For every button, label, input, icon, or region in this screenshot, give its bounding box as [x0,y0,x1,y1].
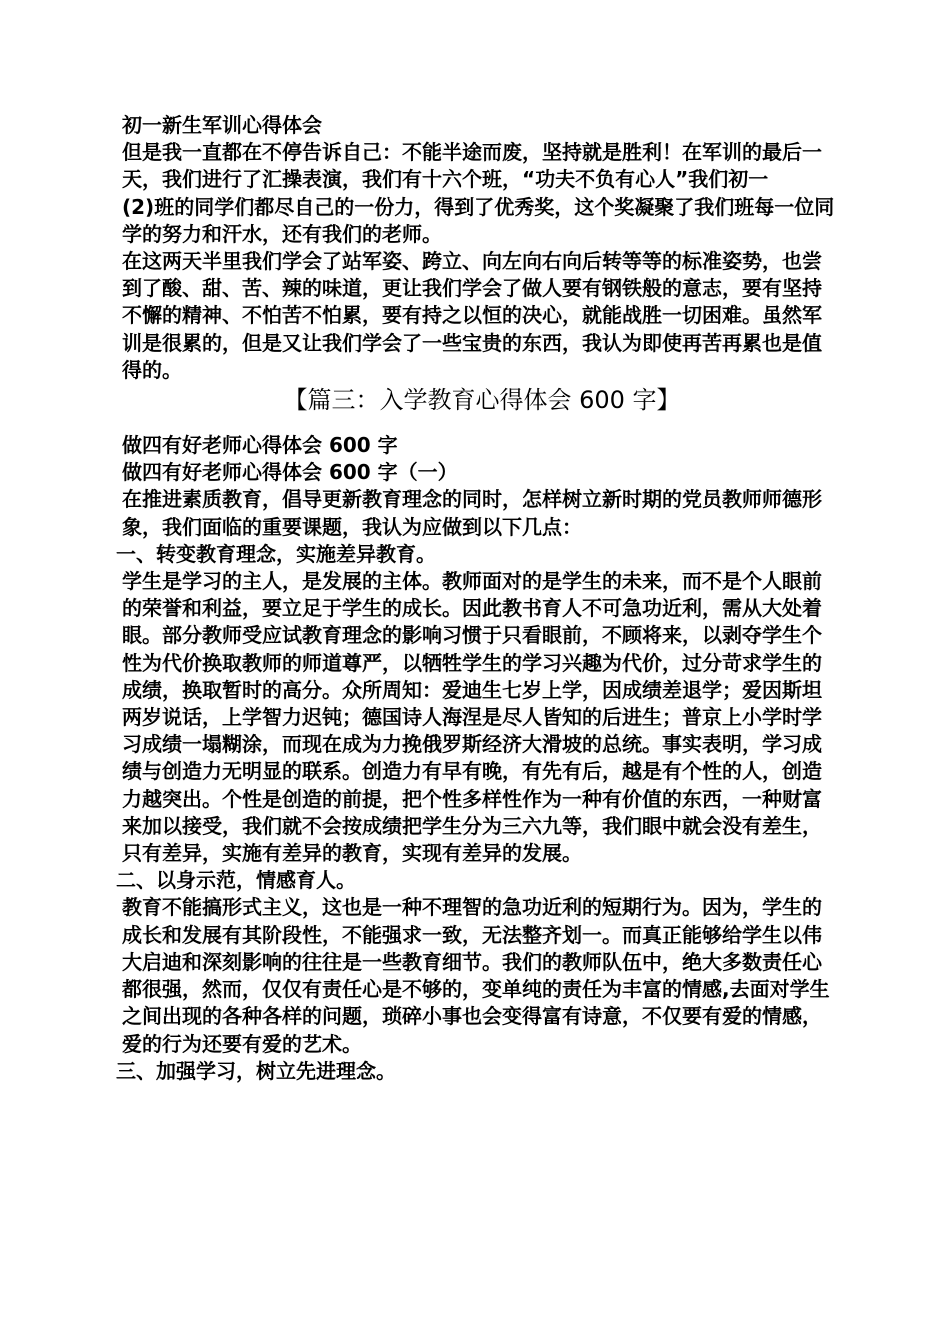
document-page [116,112,840,1085]
section-heading: 【篇三：入学教育心得体会 600 字】 [283,386,681,415]
paragraph: 教育不能搞形式主义，这也是一种不理智的急功近利的短期行为。因为，学生的成长和发展有其阶段性，不能强求一致，无法整齐划一。而真正能够给学生以伟大启迪和深刻影响的往往是一些教育细节。我们的教师队伍中，绝大多数责任心都很强，然而，仅仅有责任心是不够的，变单纯的责任为丰富的情感,去面对学生之间出现的各种各样的问题，琐碎小事也会变得富有诗意，不仅要有爱的情感，爱的行为还要有爱的艺术。 [122,895,830,1056]
paragraph: 在推进素质教育，倡导更新教育理念的同时，怎样树立新时期的党员教师师德形象，我们面临的重要课题，我认为应做到以下几点： [122,487,822,539]
spacer [116,416,840,432]
paragraph: (2)班的同学们都尽自己的一份力，得到了优秀奖，这个奖凝聚了我们班每一位同学的努力和汗水，还有我们的老师。 [122,194,835,246]
point-heading: 三、加强学习，树立先进理念。 [116,1058,396,1083]
point-heading: 二、以身示范，情感育人。 [116,868,356,893]
document-title: 初一新生军训心得体会 [122,113,322,137]
paragraph: 在这两天半里我们学会了站军姿、跨立、向左向右向后转等等的标准姿势，也尝到了酸、甜、苦、辣的味道，更让我们学会了做人要有钢铁般的意志，要有坚持不懈的精神、不怕苦不怕累，要有持之以恒的决心，就能战胜一切困难。虽然军训是很累的，但是又让我们学会了一些宝贵的东西，我认为即使再苦再累也是值得的。 [122,249,822,382]
paragraph: 但是我一直都在不停告诉自己：不能半途而废，坚持就是胜利！在军训的最后一天，我们进行了汇操表演，我们有十六个班，“功夫不负有心人”我们初一 [122,140,822,192]
subheading: 做四有好老师心得体会 600 字（一） [122,460,458,485]
paragraph: 学生是学习的主人，是发展的主体。教师面对的是学生的未来，而不是个人眼前的荣誉和利益，要立足于学生的成长。因此教书育人不可急功近利，需从大处着眼。部分教师受应试教育理念的影响习惯于只看眼前，不顾将来，以剥夺学生个性为代价换取教师的师道尊严，以牺牲学生的学习兴趣为代价，过分苛求学生的成绩，换取暂时的高分。众所周知：爱迪生七岁上学，因成绩差退学；爱因斯坦两岁说话，上学智力迟钝；德国诗人海涅是尽人皆知的后进生；普京上小学时学习成绩一塌糊涂，而现在成为力挽俄罗斯经济大滑坡的总统。事实表明，学习成绩与创造力无明显的联系。创造力有早有晚，有先有后，越是有个性的人，创造力越突出。个性是创造的前提，把个性多样性作为一种有价值的东西，一种财富来加以接受，我们就不会按成绩把学生分为三六九等，我们眼中就会没有差生，只有差异，实施有差异的教育，实现有差异的发展。 [122,569,822,866]
subheading: 做四有好老师心得体会 600 字 [122,433,398,458]
point-heading: 一、转变教育理念，实施差异教育。 [116,541,436,566]
